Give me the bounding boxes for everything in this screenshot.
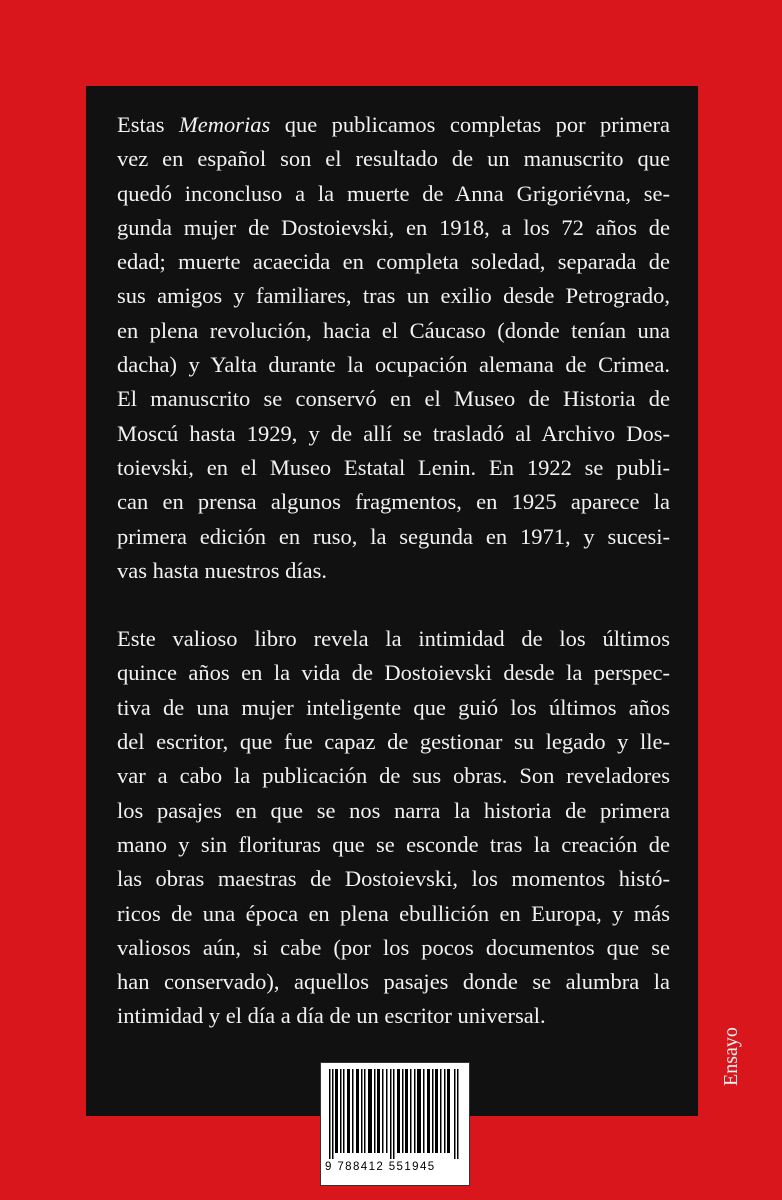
barcode-bars bbox=[329, 1069, 461, 1159]
text-line: Este valioso libro revela la intimidad de los últimos bbox=[117, 626, 670, 652]
text-line: Moscú hasta 1929, y de allí se trasladó al Archivo Dos- bbox=[117, 420, 670, 446]
text-line: El manuscrito se conservó en el Museo de Historia de bbox=[117, 386, 670, 412]
text-line: los pasajes en que se nos narra la historia de primera bbox=[117, 797, 670, 823]
text-line: quince años en la vida de Dostoievski desde la perspec- bbox=[117, 660, 670, 686]
text-line: can en prensa algunos fragmentos, en 1925 aparece la bbox=[117, 489, 670, 515]
text-line: han conservado), aquellos pasajes donde se alumbra la bbox=[117, 969, 670, 995]
text-line: tiva de una mujer inteligente que guió los últimos años bbox=[117, 694, 670, 720]
text-line: dacha) y Yalta durante la ocupación alemana de Crimea. bbox=[117, 352, 670, 378]
text-line: Estas Memorias que publicamos completas por primera bbox=[117, 112, 670, 137]
text-line: quedó inconcluso a la muerte de Anna Grigoriévna, se- bbox=[117, 180, 670, 206]
barcode bbox=[320, 1062, 470, 1186]
text-line: en plena revolución, hacia el Cáucaso (donde tenían una bbox=[117, 317, 670, 343]
text-line: toievski, en el Museo Estatal Lenin. En 1922 se publi- bbox=[117, 454, 670, 480]
text-line: edad; muerte acaecida en completa soledad, separada de bbox=[117, 249, 670, 275]
text-line: primera edición en ruso, la segunda en 1971, y sucesi- bbox=[117, 523, 670, 549]
text-line: las obras maestras de Dostoievski, los momentos histó- bbox=[117, 866, 670, 892]
text-line: vas hasta nuestros días. bbox=[117, 557, 327, 583]
text-line: gunda mujer de Dostoievski, en 1918, a los 72 años de bbox=[117, 214, 670, 240]
back-cover-text bbox=[117, 108, 670, 1034]
text-line: sus amigos y familiares, tras un exilio desde Petrogrado, bbox=[117, 283, 670, 309]
text-line: ricos de una época en plena ebullición en Europa, y más bbox=[117, 900, 670, 926]
text-line: intimidad y el día a día de un escritor universal. bbox=[117, 1003, 546, 1029]
text-line: valiosos aún, si cabe (por los pocos documentos que se bbox=[117, 934, 670, 960]
text-line: del escritor, que fue capaz de gestionar su legado y lle- bbox=[117, 729, 670, 755]
text-line: mano y sin florituras que se esconde tras la creación de bbox=[117, 831, 670, 857]
text-line: var a cabo la publicación de sus obras. Son reveladores bbox=[117, 763, 670, 789]
text-line: vez en español son el resultado de un manuscrito que bbox=[117, 146, 670, 172]
genre-label: Ensayo bbox=[720, 1027, 742, 1086]
isbn-number: 9 788412 551945 bbox=[325, 1161, 436, 1173]
